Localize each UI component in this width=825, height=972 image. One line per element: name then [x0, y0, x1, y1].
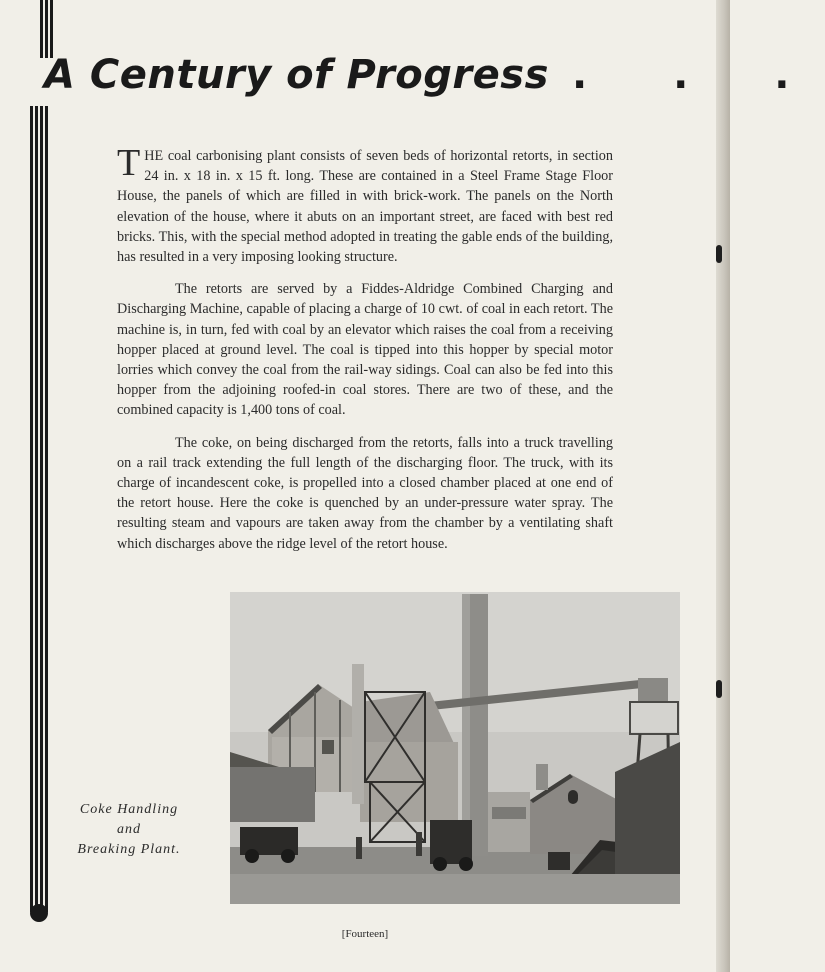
- coke-plant-photo-icon: [230, 592, 680, 904]
- body-text: [117, 142, 613, 566]
- top-rule-bars: [40, 0, 54, 58]
- paragraph-3: The coke, on being discharged from the retorts, falls into a truck travelling on a rail track extending the full length of the discharging floor. The truck, with its charge of incandescent coke, is propelled into a closed chamber placed at one end of the retort house. Here the coke is quenched by an under-pressure water spray. The resulting steam and vapours are taken away from the chamber by a ventilating shaft which discharges above the ridge level of the retort house.: [117, 434, 613, 552]
- page-title: A Century of Progress: [44, 52, 549, 98]
- binding-hole: [716, 245, 722, 263]
- left-vertical-rule: [30, 106, 50, 912]
- caption-line-3: Breaking Plant.: [77, 842, 181, 857]
- paragraph-1: [117, 142, 613, 267]
- paragraph-2: The retorts are served by a Fiddes-Aldridge Combined Charging and Discharging Machine, capable of placing a charge of 10 cwt. of coal in each retort. The machine is, in turn, fed with coal by an elevator which raises the coal from a receiving hopper placed at ground level. The coal is tipped into this hopper by special motor lorries which convey the coal from the rail-way sidings. Coal can also be fed into this hopper from the adjoining roofed-in coal stores. There are two of these, and the combined capacity is 1,400 tons of coal.: [117, 281, 613, 419]
- drop-cap: T: [117, 142, 141, 184]
- coke-plant-photo: [230, 592, 680, 904]
- title-ellipsis: . . .: [572, 52, 825, 98]
- page-edge: [716, 0, 730, 972]
- caption-line-2: and: [117, 822, 141, 837]
- rule-end-dot: [30, 904, 48, 922]
- caption-line-1: Coke Handling: [79, 802, 179, 817]
- page-number: [Fourteen]: [341, 928, 389, 940]
- photo-caption: [58, 800, 200, 860]
- paragraph-1-text: HE coal carbonising plant consists of seven beds of horizontal retorts, in section 24 in. x 18 in. x 15 ft. long. These are contained in a Steel Frame Stage Floor House, the panels of which are filled in with brick-work. The panels on the North elevation of the house, where it abuts on an important street, are faced with best red bricks. This, with the special method adopted in treating the gable ends of the building, has resulted in a very imposing looking structure.: [117, 148, 613, 266]
- binding-hole: [716, 680, 722, 698]
